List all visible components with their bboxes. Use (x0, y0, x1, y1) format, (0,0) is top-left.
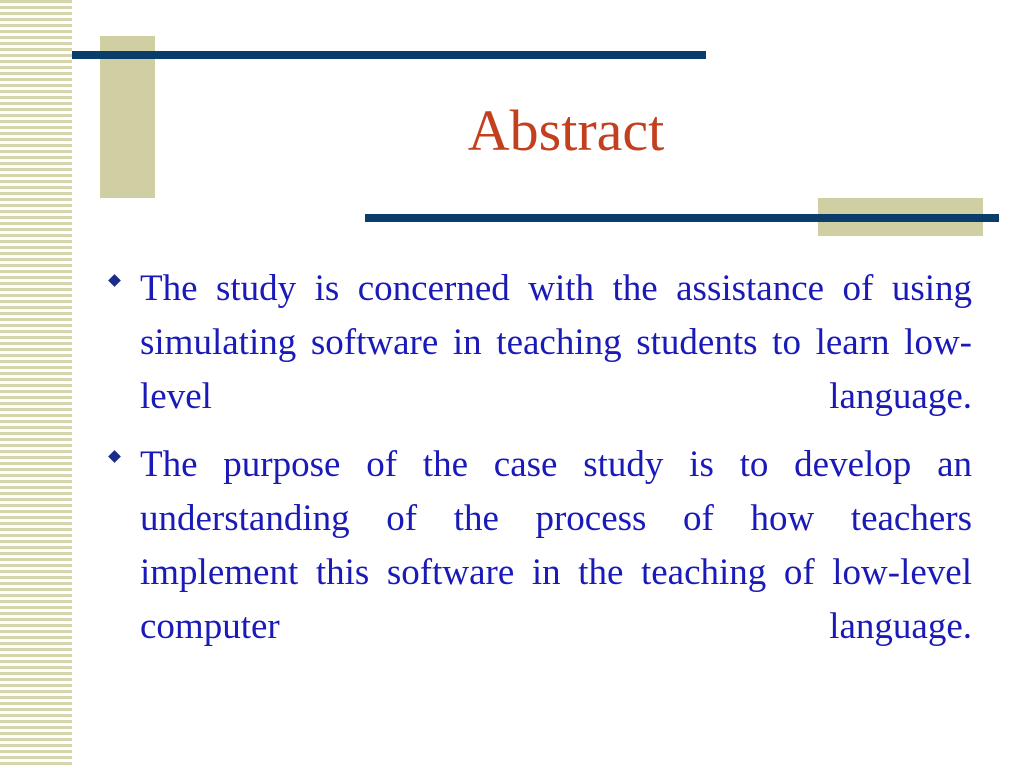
bullet-item (100, 262, 972, 424)
bullet-list (100, 262, 972, 668)
accent-block-top (100, 36, 155, 198)
top-rule (72, 51, 706, 59)
slide-title: Abstract (467, 98, 665, 163)
diamond-bullet-icon (108, 274, 121, 287)
bullet-text: The study is concerned with the assistance of using simulating software in teaching students to learn low-level language. (140, 268, 972, 417)
left-stripe-pattern (0, 0, 72, 768)
bottom-rule (365, 214, 999, 222)
bullet-item (100, 438, 972, 654)
diamond-bullet-icon (108, 450, 121, 463)
bullet-text: The purpose of the case study is to develop an understanding of the process of how teachers implement this software in the teaching of low-level computer language. (140, 444, 972, 647)
